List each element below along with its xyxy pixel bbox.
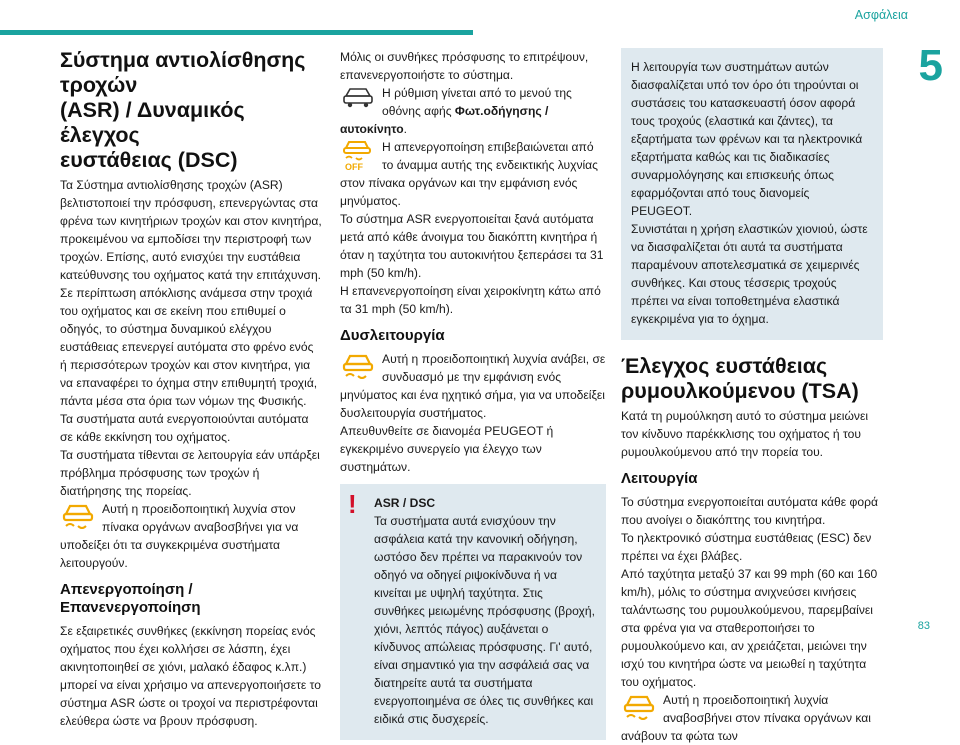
tsa-lamp-note: Αυτή η προειδοποιητική λυχνία αναβοσβήνει στον πίνακα οργάνων και ανάβουν τα φώτα των xyxy=(621,693,871,743)
paragraph: Τα συστήματα τίθενται σε λειτουργία εάν υπάρξει πρόβλημα πρόσφυσης των τροχών ή διατήρησης της πορείας. xyxy=(60,448,320,498)
paragraph: Σε εξαιρετικές συνθήκες (εκκίνηση πορείας ενός οχήματος που έχει κολλήσει σε λάσπη, έχει ακινητοποιηθεί σε χιόνι, μαλακό έδαφος κ.λπ.) μπορεί να είναι χρήσιμο να απενεργοποιήσετε το σύστημα ASR ώστε οι τροχοί να περιστρέφονται ελεύθερα ώστε να βρουν πρόσφυση. xyxy=(60,624,321,728)
chapter-number: 5 xyxy=(918,41,943,90)
skid-car-icon xyxy=(60,500,96,534)
subheading-deactivation: Απενεργοποίηση / Επανενεργοποίηση xyxy=(60,581,201,616)
paragraph: Σε περίπτωση απόκλισης ανάμεσα στην τροχιά του οχήματος και σε εκείνη που επιθυμεί ο οδηγός, το σύστημα δυναμικού ελέγχου ευστάθειας επενεργεί αυτόματα στο φρένο ενός ή περισσότερων τροχών και στον κινητήρα, για να επαναφέρει το όχημα στην επιθυμητή τροχιά, πάντα μέσα στα όρια των νόμων της Φυσικής. xyxy=(60,286,318,408)
subheading-operation: Λειτουργία xyxy=(621,470,698,487)
warning-title: ASR / DSC xyxy=(374,496,436,510)
section-title: Ασφάλεια xyxy=(854,8,908,22)
column-2 xyxy=(340,48,606,740)
warning-body: Τα συστήματα αυτά ενισχύουν την ασφάλεια κατά την κανονική οδήγηση, ωστόσο δεν πρέπει να παρακινούν τον οδηγό να οδηγεί ριψοκίνδυνα ή να κινείται με υψηλή ταχύτητα. Στις συνθήκες μειωμένης πρόσφυσης (βροχή, χιόνι, λεπτός πάγος) αυξάνεται ο κίνδυνος απώλειας πρόσφυσης. Γι' αυτό, είναι σημαντικό για την ασφάλειά σας να διατηρείτε αυτά τα συστήματα ενεργοποιημένα σε όλες τις συνθήκες και ειδικά στις δυσχερείς. xyxy=(374,514,595,726)
malfunction-lamp-note: Αυτή η προειδοποιητική λυχνία ανάβει, σε συνδυασμό με την εμφάνιση ενός μηνύματος και ένα ηχητικό σήμα, για να υποδείξει δυσλειτουργία συστήματος. xyxy=(340,352,606,420)
paragraph: Το ηλεκτρονικό σύστημα ευστάθειας (ESC) δεν πρέπει να έχει βλάβες. xyxy=(621,531,872,563)
column-1 xyxy=(60,48,323,730)
paragraph: Τα συστήματα αυτά ενεργοποιούνται αυτόματα σε κάθε εκκίνηση του οχήματος. xyxy=(60,412,309,444)
paragraph: Μόλις οι συνθήκες πρόσφυσης το επιτρέψουν, επανενεργοποιήστε το σύστημα. xyxy=(340,50,589,82)
subheading-malfunction: Δυσλειτουργία xyxy=(340,327,445,344)
settings-note: Η ρύθμιση γίνεται από το μενού της οθόνης αφής Φωτ.οδήγησης / αυτοκίνητο. xyxy=(340,86,572,136)
info-box: Η λειτουργία των συστημάτων αυτών διασφαλίζεται υπό τον όρο ότι τηρούνται οι συστάσεις του κατασκευαστή όσον αφορά τους τροχούς (ελαστικά και ζάντες), τα εξαρτήματα των φρένων και τα ηλεκτρονικά εξαρτήματα καθώς και τις διαδικασίες συναρμολόγησης και επισκευής όπως εφαρμόζονται από τους διανομείς PEUGEOT. Συνιστάται η χρήση ελαστικών χιονιού, ώστε να διασφαλίζεται ότι αυτά τα συστήματα παραμένουν αποτελεσματικά σε χειμερινές συνθήκες. Και στους τέσσερις τροχούς πρέπει να είναι τοποθετημένα ελαστικά εγκεκριμένα για το όχημα. xyxy=(621,48,883,340)
paragraph: Το σύστημα ASR ενεργοποιείται ξανά αυτόματα μετά από κάθε άνοιγμα του διακόπτη κινητήρα ή όταν η ταχύτητα του αυτοκινήτου ξεπεράσει τα 31 mph (50 km/h). xyxy=(340,212,604,280)
exclamation-icon: ! xyxy=(348,489,357,519)
car-settings-icon xyxy=(340,84,376,118)
skid-off-icon xyxy=(340,138,376,172)
paragraph: Απευθυνθείτε σε διανομέα PEUGEOT ή εγκεκριμένο συνεργείο για έλεγχο των συστημάτων. xyxy=(340,424,554,474)
paragraph: Η επανενεργοποίηση είναι χειροκίνητη κάτω από τα 31 mph (50 km/h). xyxy=(340,284,601,316)
deactivation-lamp-note: OFF Η απενεργοποίηση επιβεβαιώνεται από το άναμμα αυτής της ενδεικτικής λυχνίας στον πίνακα οργάνων και την εμφάνιση ενός μηνύματος. xyxy=(340,140,598,208)
warning-lamp-note: Αυτή η προειδοποιητική λυχνία στον πίνακα οργάνων αναβοσβήνει για να υποδείξει ότι τα συγκεκριμένα συστήματα λειτουργούν. xyxy=(60,502,299,570)
skid-car-icon xyxy=(340,350,376,384)
paragraph: Κατά τη ρυμούλκηση αυτό το σύστημα μειώνει τον κίνδυνο παρέκκλισης του οχήματος ή του ρυμουλκούμενου από την πορεία του. xyxy=(621,409,869,459)
paragraph: Από ταχύτητα μεταξύ 37 και 99 mph (60 και 160 km/h), μόλις το σύστημα ανιχνεύσει κινήσεις ταλάντωσης του ρυμουλκούμενου, παρεμβαίνει στα φρένα για να σταθεροποιήσει το ρυμουλκούμενο και, αν χρειάζεται, μειώνει την ισχύ του κινητήρα ώστε να μειωθεί η ταχύτητα του οχήματος. xyxy=(621,567,878,689)
paragraph: Τα Σύστημα αντιολίσθησης τροχών (ASR) βελτιστοποιεί την πρόσφυση, επενεργώντας στα φρένα των κινητήριων τροχών και στον κινητήρα, προκειμένου να εμποδίσει την περιστροφή των τροχών. Επίσης, αυτό ενισχύει την ευστάθεια κατεύθυνσης του οχήματος κατά την επιτάχυνση. xyxy=(60,178,322,282)
skid-car-icon xyxy=(621,691,657,725)
section-color-bar xyxy=(0,30,473,35)
section-heading-asr-dsc: Σύστημα αντιολίσθησης τροχών (ASR) / Δυναμικός έλεγχος ευστάθειας (DSC) xyxy=(60,48,306,172)
paragraph: Το σύστημα ενεργοποιείται αυτόματα κάθε φορά που ανοίγει ο διακόπτης του κινητήρα. xyxy=(621,495,878,527)
section-heading-tsa: Έλεγχος ευστάθειας ρυμουλκούμενου (TSA) xyxy=(621,354,859,403)
warning-box xyxy=(340,484,606,740)
column-3 xyxy=(621,48,883,745)
svg-text:OFF: OFF xyxy=(345,162,363,172)
page-number: 83 xyxy=(917,620,930,632)
